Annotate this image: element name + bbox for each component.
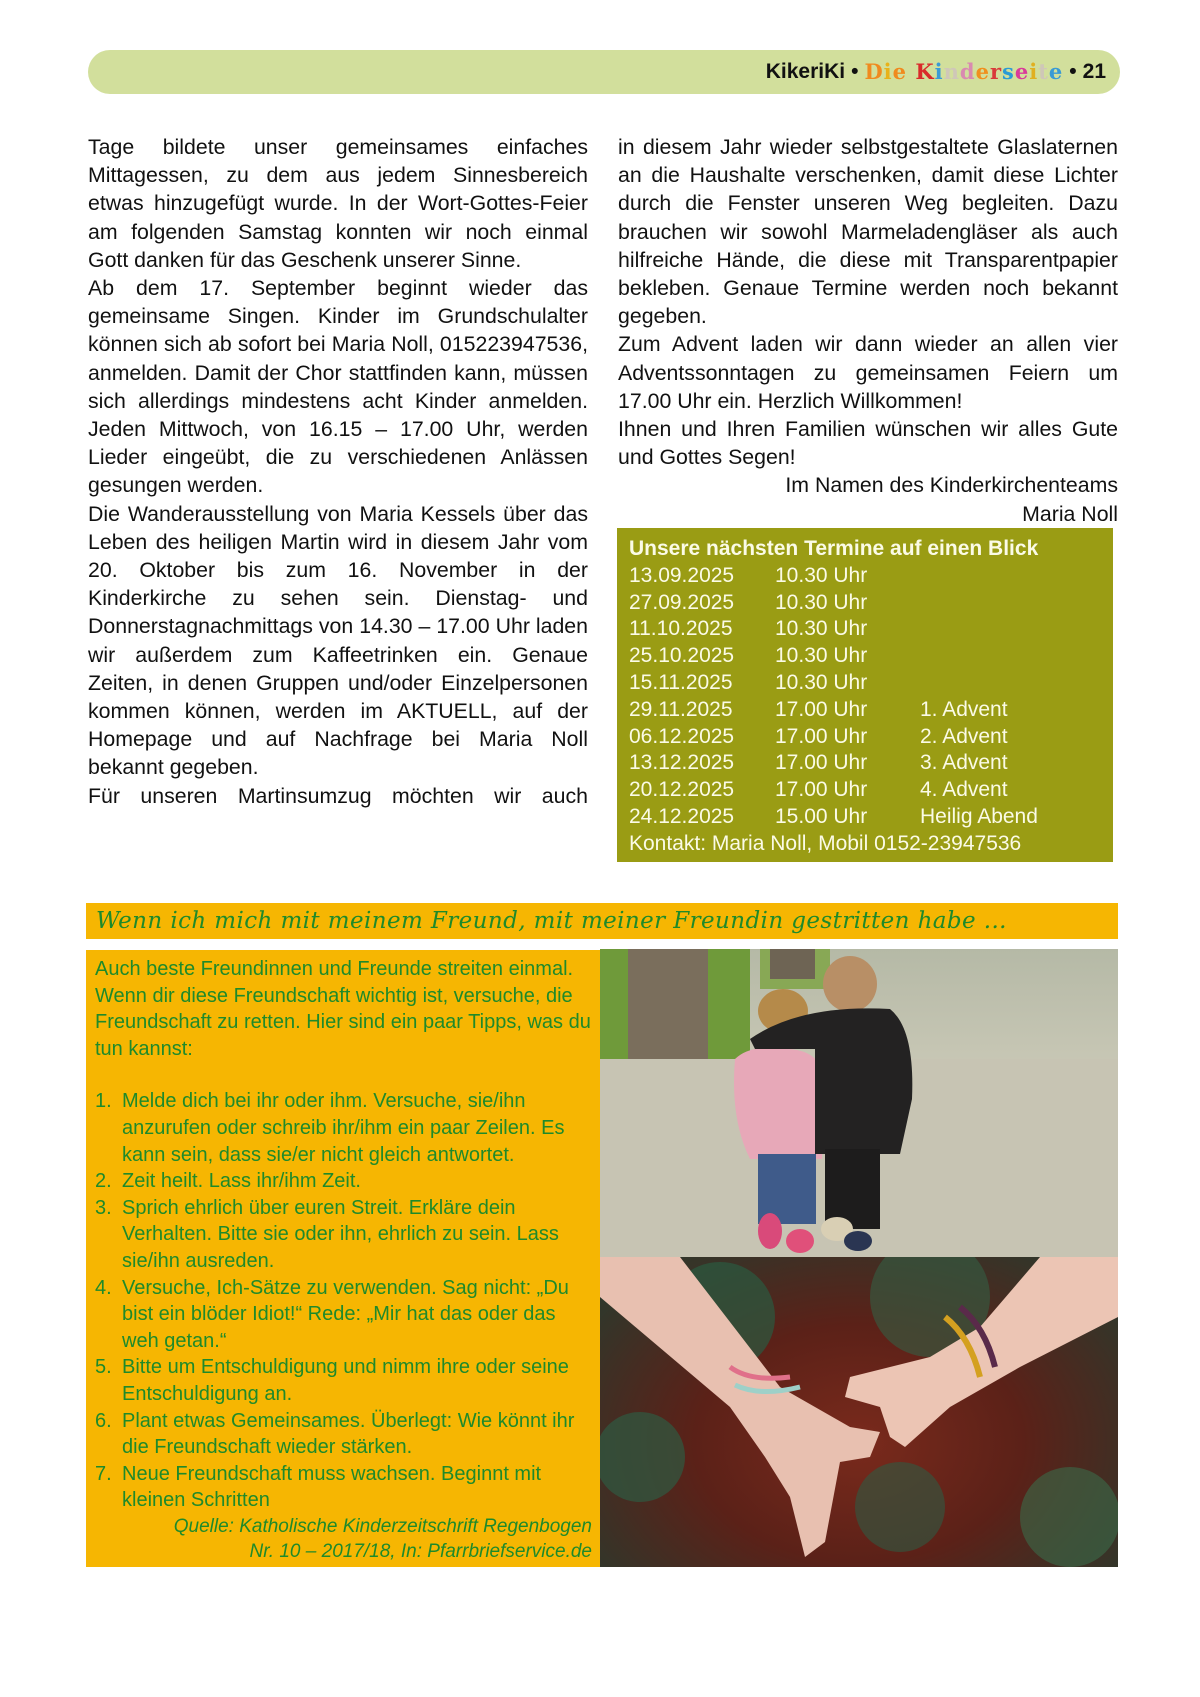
appointment-row <box>629 750 1113 777</box>
logo-letter: e <box>975 59 990 84</box>
appointment-row <box>629 563 1113 590</box>
logo-letter <box>907 59 915 84</box>
source-line-2: Nr. 10 – 2017/18, In: Pfarrbriefservice.de <box>249 1540 592 1562</box>
logo-letter: i <box>1029 59 1039 84</box>
appointment-time: 10.30 Uhr <box>775 563 868 587</box>
tip-item <box>95 1408 592 1461</box>
paragraph: Ihnen und Ihren Familien wünschen wir alles Gute und Gottes Segen! <box>618 417 1118 470</box>
appointment-note: 4. Advent <box>920 778 1008 802</box>
appointment-row <box>629 590 1113 617</box>
paragraph: Für unseren Martinsumzug möchten wir auch <box>88 783 588 808</box>
header-separator: • <box>1069 59 1077 83</box>
appointment-row <box>629 777 1113 804</box>
logo-letter: e <box>892 59 908 84</box>
appointment-time: 17.00 Uhr <box>775 724 868 748</box>
appointment-date: 27.09.2025 <box>629 590 735 614</box>
appointment-date: 15.11.2025 <box>629 670 733 694</box>
appointment-row <box>629 697 1113 724</box>
tip-text: Plant etwas Gemeinsames. Überlegt: Wie könnt ihr die Freundschaft wieder stärken. <box>122 1409 575 1459</box>
appointment-time: 17.00 Uhr <box>775 778 868 802</box>
tip-item <box>95 1461 592 1514</box>
logo-letter: D <box>864 59 884 84</box>
tip-text: Neue Freundschaft muss wachsen. Beginnt mit kleinen Schritten <box>122 1462 542 1512</box>
tip-number: 6. <box>95 1409 112 1432</box>
appointment-time: 10.30 Uhr <box>775 644 868 668</box>
appointment-time: 17.00 Uhr <box>775 697 868 721</box>
tip-number: 5. <box>95 1356 112 1379</box>
logo-letter: s <box>1002 59 1015 84</box>
signature-team: Im Namen des Kinderkirchenteams <box>785 473 1118 498</box>
tip-text: Versuche, Ich-Sätze zu verwenden. Sag nicht: „Du bist ein blöder Idiot!“ Rede: „Mir hat das oder das weh getan.“ <box>122 1276 569 1352</box>
tip-number: 3. <box>95 1196 112 1219</box>
page-number: 21 <box>1082 59 1106 83</box>
logo-letter: i <box>934 59 944 84</box>
appointment-date: 29.11.2025 <box>629 697 733 721</box>
paragraph: Tage bildete unser gemeinsames einfaches Mittagessen, zu dem aus jedem Sinnesbereich etwas hinzugefügt wurde. In der Wort-Gottes-Feier am folgenden Samstag konnten wir noch einmal Gott danken für das Geschenk unserer Sinne. <box>88 135 588 272</box>
appointments-box <box>617 528 1113 862</box>
paragraph: Ab dem 17. September beginnt wieder das gemeinsame Singen. Kinder im Grundschulalter können sich ab sofort bei Maria Noll, 015223947536, anmelden. Damit der Chor stattfinden kann, müssen sich allerdings mindestens acht Kinder anmelden. Jeden Mittwoch, von 16.15 – 17.00 Uhr, werden Lieder eingeübt, die zu verschiedenen Anlässen gesungen werden. <box>88 276 588 498</box>
appointments-contact: Kontakt: Maria Noll, Mobil 0152-23947536 <box>629 831 1022 855</box>
signature-name: Maria Noll <box>1022 501 1118 526</box>
appointments-list <box>629 563 1113 831</box>
logo-letter: i <box>883 59 893 84</box>
appointment-date: 25.10.2025 <box>629 644 735 668</box>
appointment-date: 13.12.2025 <box>629 751 735 775</box>
tips-list <box>95 1088 592 1514</box>
appointment-time: 10.30 Uhr <box>775 670 868 694</box>
photo-children-walking <box>600 949 1118 1257</box>
paragraph: Zum Advent laden wir dann wieder an allen vier Adventssonntagen zu gemeinsamen Feiern um 17.00 Uhr ein. Herzlich Willkommen! <box>618 332 1118 413</box>
linked-hands-illustration <box>600 1257 1118 1567</box>
tip-number: 1. <box>95 1090 112 1113</box>
appointment-date: 20.12.2025 <box>629 778 735 802</box>
appointment-note: Heilig Abend <box>920 804 1038 828</box>
appointment-date: 24.12.2025 <box>629 804 735 828</box>
header-separator: • <box>851 59 859 83</box>
tip-text: Bitte um Entschuldigung und nimm ihre oder seine Entschuldigung an. <box>122 1356 569 1405</box>
logo-letter: e <box>1048 59 1064 84</box>
logo-letter: K <box>915 59 935 84</box>
tip-text: Melde dich bei ihr oder ihm. Versuche, sie/ihn anzurufen oder schreib ihr/ihm ein paar Zeilen. Es kann sein, dass sie/er nicht gleich antwortet. <box>122 1090 565 1166</box>
page-header-bar <box>88 50 1120 94</box>
appointment-note: 1. Advent <box>920 697 1008 721</box>
appointment-note: 2. Advent <box>920 724 1008 748</box>
logo-letter: r <box>989 59 1003 84</box>
right-column <box>618 133 1118 528</box>
tip-item <box>95 1275 592 1355</box>
appointment-time: 17.00 Uhr <box>775 751 868 775</box>
appointments-title: Unsere nächsten Termine auf einen Blick <box>629 537 1039 560</box>
appointment-row <box>629 804 1113 831</box>
tips-intro: Auch beste Freundinnen und Freunde streiten einmal. Wenn dir diese Freundschaft wichtig ist, versuche, die Freundschaft zu retten. Hier sind ein paar Tipps, was du tun kannst: <box>95 958 591 1060</box>
left-column <box>88 133 588 810</box>
paragraph: in diesem Jahr wieder selbstgestaltete Glaslaternen an die Haushalte verschenken, damit diese Lichter durch die Fenster unseren Weg begleiten. Dazu brauchen wir sowohl Marmeladengläser als auch hilfreiche Hände, die diese mit Transparentpapier bekleben. Genaue Termine werden noch bekannt gegeben. <box>618 135 1118 329</box>
friendship-tips-box <box>86 950 602 1567</box>
children-walking-illustration <box>600 949 1118 1257</box>
section-logo <box>864 59 1063 84</box>
appointment-row <box>629 643 1113 670</box>
appointment-time: 10.30 Uhr <box>775 617 868 641</box>
appointment-date: 13.09.2025 <box>629 563 735 587</box>
tip-text: Sprich ehrlich über euren Streit. Erkläre dein Verhalten. Bitte sie oder ihn, ehrlich zu sein. Lass sie/ihn ausreden. <box>122 1196 559 1272</box>
tip-item <box>95 1354 592 1407</box>
paragraph: Die Wanderausstellung von Maria Kessels über das Leben des heiligen Martin wird in diesem Jahr vom 20. Oktober bis zum 16. November in der Kinderkirche zu sehen sein. Dienstag- und Donnerstagnachmittags von 14.30 – 17.00 Uhr laden wir außerdem zum Kaffeetrinken ein. Genaue Zeiten, in denen Gruppen und/oder Einzelpersonen kommen können, werden im AKTUELL, auf der Homepage und auf Nachfrage bei Maria Noll bekannt gegeben. <box>88 501 588 780</box>
header-title <box>766 59 1106 84</box>
appointment-time: 15.00 Uhr <box>775 804 868 828</box>
tip-item <box>95 1168 592 1195</box>
logo-letter: d <box>959 59 976 84</box>
logo-letter: e <box>1014 59 1030 84</box>
appointment-date: 06.12.2025 <box>629 724 735 748</box>
source-line-1: Quelle: Katholische Kinderzeitschrift Regenbogen <box>173 1515 592 1537</box>
logo-letter: t <box>1038 59 1049 84</box>
appointment-date: 11.10.2025 <box>629 617 733 641</box>
tip-number: 7. <box>95 1462 112 1485</box>
tip-item <box>95 1088 592 1168</box>
tip-text: Zeit heilt. Lass ihr/ihm Zeit. <box>122 1170 361 1193</box>
friendship-banner: Wenn ich mich mit meinem Freund, mit meiner Freundin gestritten habe ... <box>86 903 1118 939</box>
tip-item <box>95 1195 592 1275</box>
photo-linked-hands <box>600 1257 1118 1567</box>
appointment-note: 3. Advent <box>920 751 1008 775</box>
tip-number: 2. <box>95 1170 112 1193</box>
appointment-row <box>629 616 1113 643</box>
logo-letter: n <box>943 59 960 84</box>
magazine-name: KikeriKi <box>765 59 846 83</box>
tip-number: 4. <box>95 1276 112 1299</box>
appointment-time: 10.30 Uhr <box>775 590 868 614</box>
appointment-row <box>629 670 1113 697</box>
appointment-row <box>629 724 1113 751</box>
